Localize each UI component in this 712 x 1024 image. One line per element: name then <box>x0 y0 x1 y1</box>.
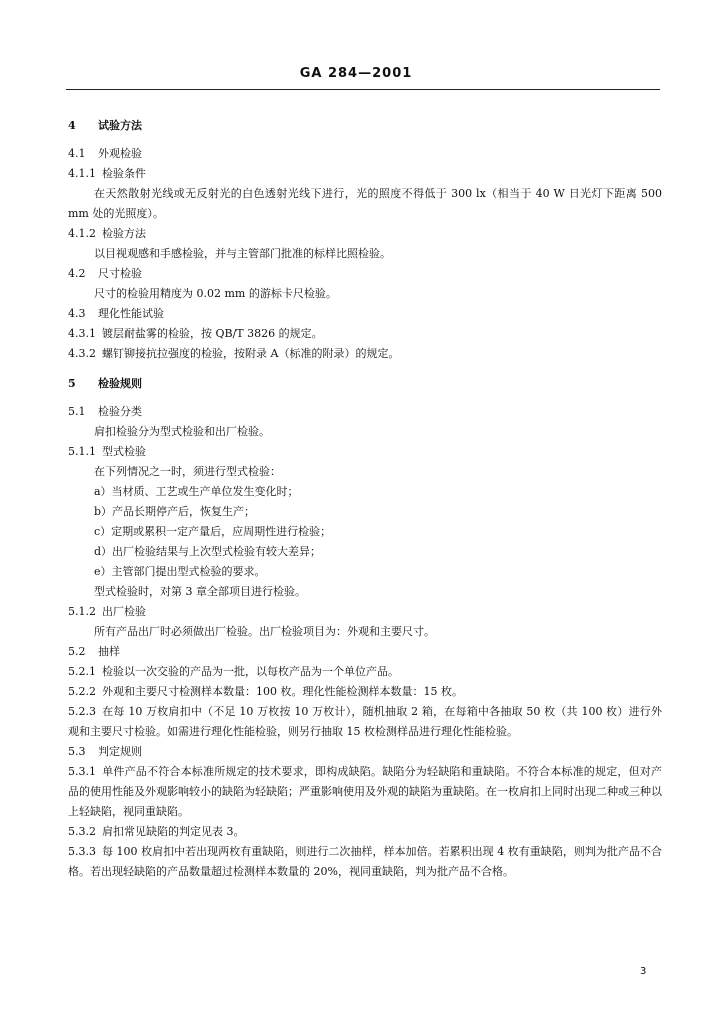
body-text-line: 肩扣检验分为型式检验和出厂检验。 <box>94 425 270 438</box>
body-text-line: 在下列情况之一时，须进行型式检验： <box>94 465 281 478</box>
clause-title: 外观检验 <box>98 147 142 160</box>
body-text-line: a）当材质、工艺或生产单位发生变化时； <box>94 485 299 498</box>
clause-heading <box>68 642 662 662</box>
clause-title: 检验规则 <box>98 377 142 390</box>
section-gap <box>68 394 662 402</box>
clause-number: 4.1.2 <box>68 227 96 240</box>
clause-title: 尺寸检验 <box>98 267 142 280</box>
clause-number: 4.1 <box>68 147 86 160</box>
clause-paragraph <box>68 842 662 882</box>
clause-title: 判定规则 <box>98 745 142 758</box>
clause-number: 5.1 <box>68 405 86 418</box>
body-paragraph: 在天然散射光线或无反射光的白色透射光线下进行，光的照度不得低于 300 lx（相当于 40 W 日光灯下距离 500 mm 处的光照度）。 <box>68 187 662 220</box>
clause-title: 螺钉铆接抗拉强度的检验，按附录 A（标准的附录）的规定。 <box>102 347 400 360</box>
clause-heading <box>68 442 662 462</box>
clause-heading <box>68 402 662 422</box>
chapter-heading <box>68 116 662 136</box>
clause-number: 5.1.2 <box>68 605 96 618</box>
clause-heading <box>68 682 662 702</box>
clause-number: 4.3.1 <box>68 327 96 340</box>
clause-title: 检验分类 <box>98 405 142 418</box>
clause-paragraph <box>68 702 662 742</box>
clause-number: 5.3.3 <box>68 845 96 858</box>
clause-heading <box>68 144 662 164</box>
clause-title: 出厂检验 <box>102 605 146 618</box>
clause-heading <box>68 662 662 682</box>
body-text-line: c）定期或累积一定产量后，应周期性进行检验； <box>94 525 332 538</box>
section-gap <box>68 364 662 372</box>
clause-title: 理化性能试验 <box>98 307 164 320</box>
clause-number: 5.2 <box>68 645 86 658</box>
page-number: 3 <box>640 966 647 977</box>
header-rule <box>66 89 660 90</box>
clause-heading <box>68 344 662 364</box>
chapter-heading <box>68 374 662 394</box>
clause-number: 4 <box>68 119 76 132</box>
body-text-line: e）主管部门提出型式检验的要求。 <box>94 565 266 578</box>
clause-title: 检验方法 <box>102 227 146 240</box>
clause-number: 4.3 <box>68 307 86 320</box>
clause-title: 肩扣常见缺陷的判定见表 3。 <box>102 825 245 838</box>
paragraph-text: 在每 10 万枚肩扣中（不足 10 万枚按 10 万枚计），随机抽取 2 箱，在每箱中各抽取 50 枚（共 100 枚）进行外观和主要尺寸检验。如需进行理化性能检验，则另行抽取 15 枚检测样品进行理化性能检验。 <box>68 705 662 738</box>
body-text-line: b）产品长期停产后，恢复生产； <box>94 505 256 518</box>
clause-number: 4.1.1 <box>68 167 96 180</box>
clause-title: 检验以一次交验的产品为一批，以每枚产品为一个单位产品。 <box>102 665 399 678</box>
clause-number: 5.2.1 <box>68 665 96 678</box>
clause-title: 外观和主要尺寸检测样本数量：100 枚。理化性能检测样本数量：15 枚。 <box>102 685 463 698</box>
clause-number: 4.2 <box>68 267 86 280</box>
paragraph-text: 单件产品不符合本标准所规定的技术要求，即构成缺陷。缺陷分为轻缺陷和重缺陷。不符合本标准的规定，但对产品的使用性能及外观影响较小的缺陷为轻缺陷；严重影响使用及外观的缺陷为重缺陷。在一枚肩扣上同时出现二种或三种以上轻缺陷，视同重缺陷。 <box>68 765 662 818</box>
body-text-line: 所有产品出厂时必须做出厂检验。出厂检验项目为：外观和主要尺寸。 <box>94 625 435 638</box>
clause-heading <box>68 602 662 622</box>
clause-heading <box>68 264 662 284</box>
standard-code: GA 284—2001 <box>299 66 413 81</box>
clause-heading <box>68 224 662 244</box>
clause-number: 4.3.2 <box>68 347 96 360</box>
clause-number: 5.3.1 <box>68 765 96 778</box>
clause-title: 型式检验 <box>102 445 146 458</box>
clause-heading <box>68 304 662 324</box>
body-text-line: d）出厂检验结果与上次型式检验有较大差异； <box>94 545 322 558</box>
document-body <box>68 114 662 882</box>
clause-heading <box>68 324 662 344</box>
clause-paragraph <box>68 762 662 822</box>
clause-number: 5.3.2 <box>68 825 96 838</box>
clause-number: 5.1.1 <box>68 445 96 458</box>
clause-number: 5.2.2 <box>68 685 96 698</box>
clause-title: 抽样 <box>98 645 120 658</box>
clause-title: 试验方法 <box>98 119 142 132</box>
clause-title: 检验条件 <box>102 167 146 180</box>
clause-number: 5.3 <box>68 745 86 758</box>
paragraph-text: 每 100 枚肩扣中若出现两枚有重缺陷，则进行二次抽样，样本加倍。若累积出现 4 枚有重缺陷，则判为批产品不合格。若出现轻缺陷的产品数量超过检测样本数量的 20%，视同重缺陷，判为批产品不合格。 <box>68 845 662 878</box>
clause-title: 镀层耐盐雾的检验，按 QB/T 3826 的规定。 <box>102 327 323 340</box>
body-text-line: 以目视观感和手感检验，并与主管部门批准的标样比照检验。 <box>94 247 391 260</box>
body-text-line: 尺寸的检验用精度为 0.02 mm 的游标卡尺检验。 <box>94 287 337 300</box>
clause-heading <box>68 742 662 762</box>
clause-heading <box>68 164 662 184</box>
clause-heading <box>68 822 662 842</box>
clause-number: 5.2.3 <box>68 705 96 718</box>
section-gap <box>68 136 662 144</box>
clause-number: 5 <box>68 377 76 390</box>
body-text-line: 型式检验时，对第 3 章全部项目进行检验。 <box>94 585 306 598</box>
